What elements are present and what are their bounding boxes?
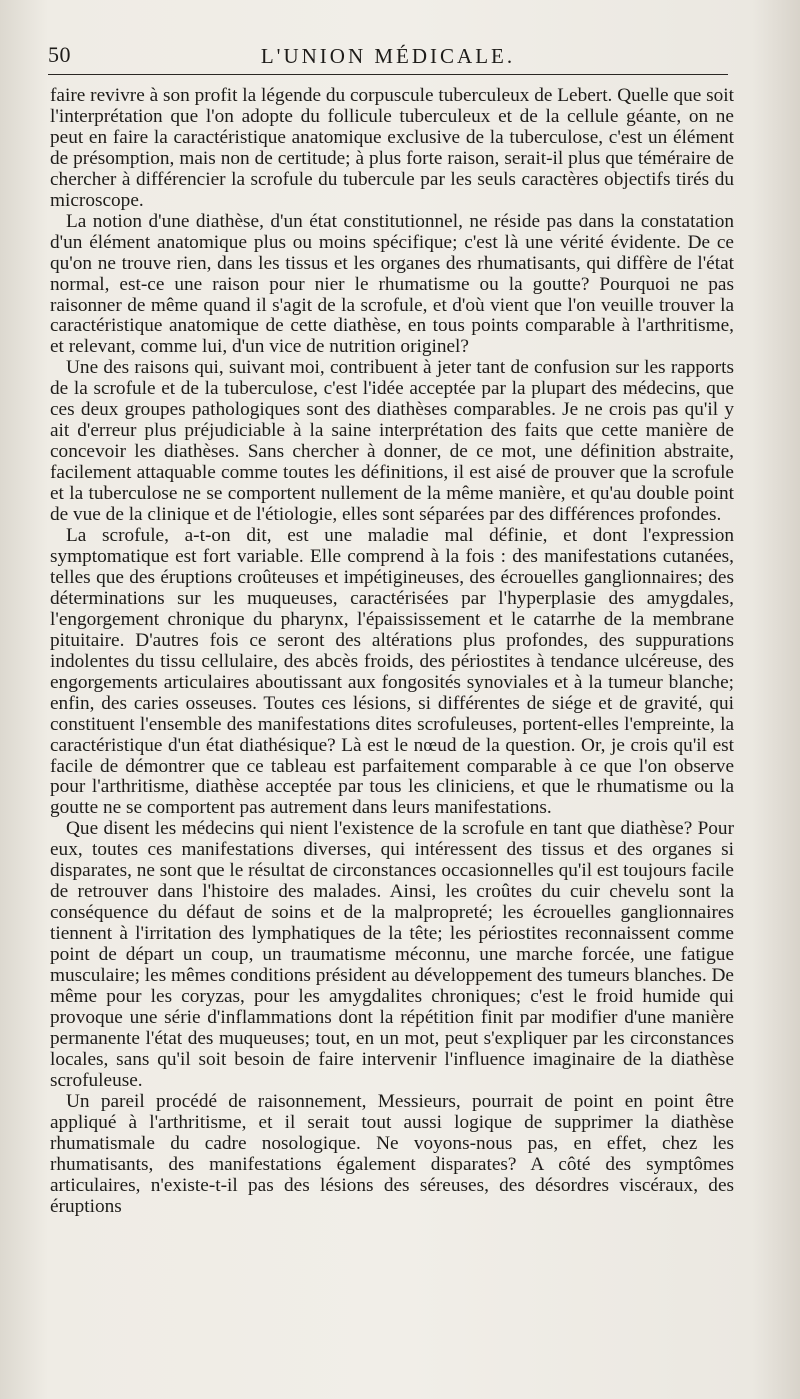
paragraph: Un pareil procédé de raisonnement, Messieurs, pourrait de point en point être appliqué à l'arthritisme, et il serait tout aussi logique de supprimer la diathèse rhumatismale du cadre nosologique. Ne voyons-nous pas, en effet, chez les rhumatisants, des manifestations également disparates? A côté des symptômes articulaires, n'existe-t-il pas des lésions des séreuses, des désordres viscéraux, des éruptions <box>50 1090 734 1217</box>
body-text <box>50 86 734 1217</box>
running-title: L'UNION MÉDICALE. <box>260 44 516 68</box>
paragraph: La notion d'une diathèse, d'un état constitutionnel, ne réside pas dans la constatation d'un élément anatomique plus ou moins spécifique; c'est là une vérité évidente. De ce qu'on ne trouve rien, dans les tissus et les organes des rhumatisants, qui diffère de l'état normal, est-ce une raison pour nier le rhumatisme ou la goutte? Pourquoi ne pas raisonner de même quand il s'agit de la scrofule, et d'où vient que l'on veuille trouver la caractéristique anatomique de cette diathèse, en tous points comparable à l'arthritisme, et relevant, comme lui, d'un vice de nutrition originel? <box>50 210 734 358</box>
header-rule <box>48 74 728 75</box>
paragraph: La scrofule, a-t-on dit, est une maladie mal définie, et dont l'expression symptomatique est fort variable. Elle comprend à la fois : des manifestations cutanées, telles que des éruptions croûteuses et impétigineuses, des écrouelles ganglionnaires; des déterminations sur les muqueuses, caractérisées par l'hyperplasie des amygdales, l'engorgement chronique du pharynx, l'épaississement et le catarrhe de la membrane pituitaire. D'autres fois ce seront des altérations plus profondes, des suppurations indolentes du tissu cellulaire, des abcès froids, des périostites à tendance ulcéreuse, des engorgements articulaires aboutissant aux fongosités synoviales et à la tumeur blanche; enfin, des caries osseuses. Toutes ces lésions, si différentes de siége et de gravité, qui constituent l'ensemble des manifestations dites scrofuleuses, portent-elles l'empreinte, la caractéristique d'un état diathésique? Là est le nœud de la question. Or, je crois qu'il est facile de démontrer que ce tableau est parfaitement comparable à ce que l'on observe pour l'arthritisme, diathèse acceptée par tous les cliniciens, et que le rhumatisme ou la goutte ne se comportent pas autrement dans leurs manifestations. <box>50 525 734 819</box>
paragraph: Une des raisons qui, suivant moi, contribuent à jeter tant de confusion sur les rapports de la scrofule et de la tuberculose, c'est l'idée acceptée par la plupart des médecins, que ces deux groupes pathologiques sont des diathèses comparables. Je ne crois pas qu'il y ait d'erreur plus préjudiciable à la saine interprétation des faits que cette manière de concevoir les diathèses. Sans chercher à donner, de ce mot, une définition abstraite, facilement attaquable comme toutes les définitions, il est aisé de prouver que la scrofule et la tuberculose ne se comportent nullement de la même manière, et qu'au double point de vue de la clinique et de l'étiologie, elles sont séparées par des différences profondes. <box>50 357 734 526</box>
paragraph: faire revivre à son profit la légende du corpuscule tuberculeux de Lebert. Quelle que soit l'interprétation que l'on adopte du follicule tuberculeux et de la cellule géante, on ne peut en faire la caractéristique anatomique exclusive de la tuberculose, c'est un élément de présomption, mais non de certitude; à plus forte raison, serait-il plus que téméraire de chercher à différencier la scrofule du tubercule par les seuls caractères objectifs tirés du microscope. <box>50 85 734 211</box>
page-number: 50 <box>48 42 71 67</box>
page-header <box>48 36 728 76</box>
paragraph: Que disent les médecins qui nient l'existence de la scrofule en tant que diathèse? Pour eux, toutes ces manifestations diverses, qui intéressent des tissus et des organes si disparates, ne sont que le résultat de circonstances occasionnelles qu'il est toujours facile de retrouver dans l'histoire des malades. Ainsi, les croûtes du cuir chevelu sont la conséquence du défaut de soins et de la malpropreté; les écrouelles ganglionnaires tiennent à l'irritation des lymphatiques de la tête; les périostites reconnaissent comme point de départ un coup, un traumatisme méconnu, une marche forcée, une fatigue musculaire; les mêmes conditions président au développement des tumeurs blanches. De même pour les coryzas, pour les amygdalites chroniques; c'est le froid humide qui provoque une série d'inflammations dont la répétition finit par modifier d'une manière permanente l'état des muqueuses; tout, en un mot, peut s'expliquer par les circonstances locales, sans qu'il soit besoin de faire intervenir l'influence imaginaire de la diathèse scrofuleuse. <box>50 818 734 1091</box>
